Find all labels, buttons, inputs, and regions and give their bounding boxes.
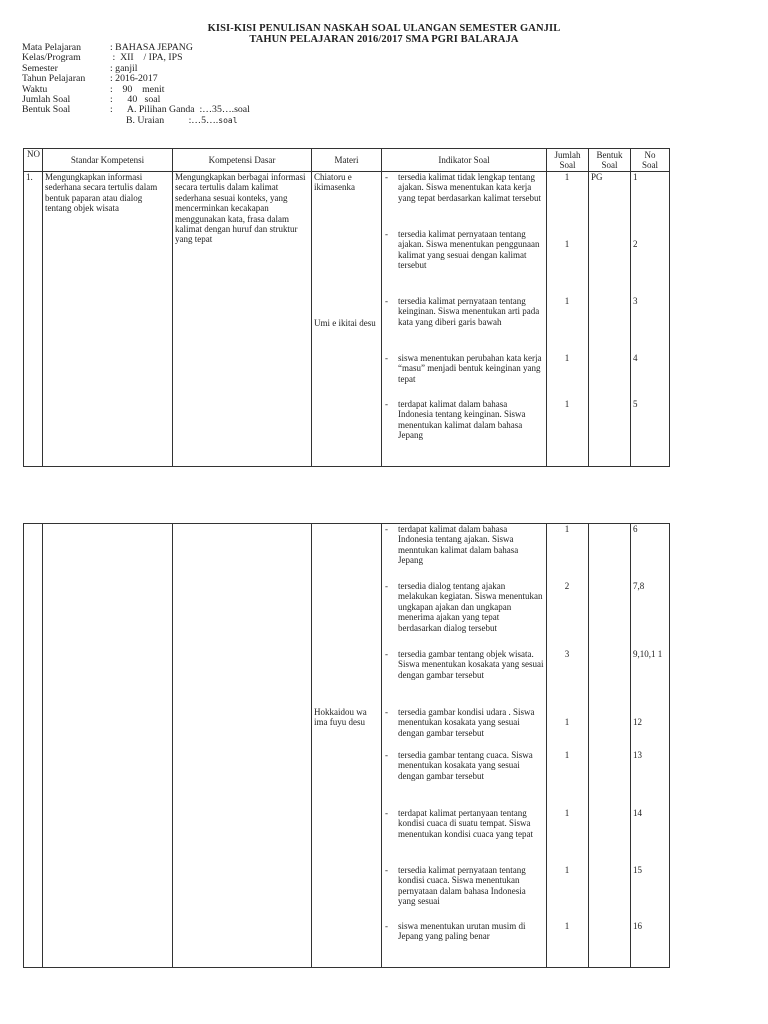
meta-key-tahun: Tahun Pelajaran [22,73,86,85]
meta-key-waktu: Waktu [22,83,48,95]
header-bentuk-soal [589,149,631,172]
indicator-text: tersedia gambar tentang objek wisata. Siswa menentukan kosakata yang sesuai dengan gambar tersebut [398,649,544,680]
indicator-item: - tersedia gambar tentang objek wisata. Siswa menentukan kosakata yang sesuai dengan gambar tersebut [385,649,544,680]
indicator-item: - tersedia kalimat pernyataan tentang kondisi cuaca. Siswa menentukan pernyataan dalam bahasa Indonesia yang sesuai [384,865,544,907]
header-kompetensi-dasar: Kompetensi Dasar [173,149,312,172]
indicator-item: - siswa menentukan perubahan kata kerja “masu” menjadi bentuk keinginan yang tepat [384,353,544,384]
meta-val-uraian-unit: soal [218,115,238,125]
cell-no-soal [631,524,670,968]
indicator-item: - siswa menentukan urutan musim di Jepang yang paling benar [384,921,544,942]
jumlah-value: 1 [564,524,570,534]
cell-kompetensi-dasar [173,524,312,968]
kisi-kisi-table-1 [23,148,670,467]
no-soal-value: 6 [633,524,638,534]
cell-standar-kompetensi: Mengungkapkan informasi sederhana secara tertulis dalam bentuk paparan atau dialog tentang objek wisata [43,172,173,467]
jumlah-value: 1 [564,865,570,875]
no-soal-value: 2 [633,239,638,249]
cell-jumlah-soal [547,172,589,467]
indicator-item: - tersedia kalimat pernyataan tentang ajakan. Siswa menentukan penggunaan kalimat yang sesuai dengan kalimat tersebut [384,229,544,271]
meta-key-jumlah: Jumlah Soal [22,93,71,105]
indicator-item: - tersedia gambar kondisi udara . Siswa menentukan kosakata yang sesuai dengan gambar tersebut [384,707,544,738]
materi-umi: Umi e ikitai desu [314,318,376,328]
header-jumlah-soal [547,149,589,172]
indicator-text: terdapat kalimat dalam bahasa Indonesia tentang keinginan. Siswa menentukan kalimat dalam bahasa Jepang [398,399,526,441]
cell-materi [312,524,382,968]
header-no-soal [631,149,670,172]
header-standar-kompetensi: Standar Kompetensi [43,149,173,172]
header-bentuk-line2: Soal [601,160,618,170]
indicator-item: - tersedia kalimat tidak lengkap tentang ajakan. Siswa menentukan kata kerja yang tepat berdasarkan kalimat tersebut [384,172,544,203]
meta-val-semester: : ganjil [110,62,138,74]
jumlah-value: 1 [564,921,570,931]
no-soal-value: 15 [633,865,642,875]
meta-val-bentuk: : A. Pilihan Ganda :…35….soal [110,104,250,116]
cell-bentuk-soal: PG [589,172,631,467]
meta-val-tahun: : 2016-2017 [110,73,158,85]
no-soal-value: 12 [633,717,642,727]
kisi-kisi-table-2 [23,523,670,968]
no-soal-value: 9,10,1 1 [633,649,663,659]
cell-materi [312,172,382,467]
cell-no-soal [631,172,670,467]
indicator-text: tersedia dialog tentang ajakan melakukan kegiatan. Siswa menentukan ungkapan ajakan dan ungkapan menerima ajakan yang tepat berdasarkan dialog tersebut [398,581,543,633]
no-soal-value: 1 [633,172,638,182]
indicator-text: tersedia gambar kondisi udara . Siswa menentukan kosakata yang sesuai dengan gambar tersebut [398,707,535,738]
document-meta [22,43,250,126]
meta-key-bentuk: Bentuk Soal [22,104,71,116]
meta-val-uraian: B. Uraian :…5…. [126,114,219,126]
indicator-text: tersedia gambar tentang cuaca. Siswa menentukan kosakata yang sesuai dengan gambar tersebut [398,750,533,781]
no-soal-value: 16 [633,921,642,931]
jumlah-value: 1 [564,750,570,760]
indicator-text: siswa menentukan urutan musim di Jepang yang paling benar [398,921,526,942]
indicator-item: - terdapat kalimat pertanyaan tentang kondisi cuaca di suatu tempat. Siswa menentukan kondisi cuaca yang tepat [384,808,544,839]
cell-no [24,524,43,968]
cell-kompetensi-dasar: Mengungkapkan berbagai informasi secara tertulis dalam kalimat sederhana sesuai konteks, yang mencerminkan kecakapan menggunakan kata, frasa dalam kalimat dengan huruf dan struktur yang tepat [173,172,312,467]
indicator-item: - terdapat kalimat dalam bahasa Indonesia tentang keinginan. Siswa menentukan kalimat dalam bahasa Jepang [384,399,544,441]
table-row [24,524,670,968]
indicator-text: tersedia kalimat pernyataan tentang kondisi cuaca. Siswa menentukan pernyataan dalam bahasa Indonesia yang sesuai [398,865,526,907]
cell-bentuk-soal [589,524,631,968]
no-soal-value: 14 [633,808,642,818]
indicator-item: - tersedia dialog tentang ajakan melakukan kegiatan. Siswa menentukan ungkapan ajakan dan ungkapan menerima ajakan yang tepat berdasarkan dialog tersebut [385,581,543,633]
no-soal-value: 3 [633,296,638,306]
meta-key-mapel: Mata Pelajaran [22,42,82,53]
header-nosoal-line1: No [644,149,656,160]
meta-key-kelas: Kelas/Program [22,52,81,64]
header-jumlah-line1: Jumlah [554,149,581,160]
cell-no: 1. [24,172,43,467]
no-soal-value: 5 [633,399,638,409]
indicator-text: terdapat kalimat pertanyaan tentang kondisi cuaca di suatu tempat. Siswa menentukan kondisi cuaca yang tepat [398,808,533,839]
indicator-item: - tersedia gambar tentang cuaca. Siswa menentukan kosakata yang sesuai dengan gambar tersebut [384,750,544,781]
indicator-text: tersedia kalimat pernyataan tentang keinginan. Siswa menentukan arti pada kata yang diberi garis bawah [398,296,540,327]
cell-standar-kompetensi [43,524,173,968]
jumlah-value: 1 [564,296,570,306]
no-soal-value: 13 [633,750,642,760]
jumlah-value: 1 [564,808,570,818]
cell-indikator [382,524,547,968]
indicator-item: - terdapat kalimat dalam bahasa Indonesia tentang ajakan. Siswa menntukan kalimat dalam bahasa Jepang [384,524,544,566]
header-bentuk-line1: Bentuk [596,149,623,160]
indicator-text: tersedia kalimat pernyataan tentang ajakan. Siswa menentukan penggunaan kalimat yang sesuai dengan kalimat tersebut [398,229,540,271]
meta-val-jumlah: : 40 soal [110,93,161,105]
header-indikator-soal: Indikator Soal [382,149,547,172]
cell-indikator [382,172,547,467]
meta-key-semester: Semester [22,62,58,74]
meta-val-kelas: : XII / IPA, IPS [110,52,183,64]
jumlah-value: 1 [564,717,570,727]
indicator-text: tersedia kalimat tidak lengkap tentang ajakan. Siswa menentukan kata kerja yang tepat berdasarkan kalimat tersebut [398,172,541,203]
document-title: KISI-KISI PENULISAN NASKAH SOAL ULANGAN SEMESTER GANJIL [207,23,561,34]
materi-hokkaidou: Hokkaidou wa ima fuyu desu [314,707,367,728]
jumlah-value: 1 [564,399,570,409]
jumlah-value: 3 [564,649,570,659]
meta-val-mapel: : BAHASA JEPANG [110,42,193,53]
header-materi: Materi [312,149,382,172]
document-subtitle: TAHUN PELAJARAN 2016/2017 SMA PGRI BALARAJA [249,34,519,45]
indicator-text: siswa menentukan perubahan kata kerja “masu” menjadi bentuk keinginan yang tepat [398,353,542,384]
no-soal-value: 4 [633,353,638,363]
materi-chiatoru: Chiatoru e ikimasenka [314,172,355,193]
jumlah-value: 1 [564,353,570,363]
cell-jumlah-soal [547,524,589,968]
header-nosoal-line2: Soal [641,160,658,170]
meta-val-waktu: : 90 menit [110,83,165,95]
header-jumlah-line2: Soal [559,160,576,170]
jumlah-value: 1 [564,172,570,182]
table-header-row [24,149,670,172]
header-no: NO [24,149,43,172]
indicator-item: - tersedia kalimat pernyataan tentang keinginan. Siswa menentukan arti pada kata yang diberi garis bawah [384,296,544,327]
jumlah-value: 2 [564,581,570,591]
table-row [24,172,670,467]
no-soal-value: 7,8 [633,581,645,591]
indicator-text: terdapat kalimat dalam bahasa Indonesia tentang ajakan. Siswa menntukan kalimat dalam bahasa Jepang [398,524,519,566]
jumlah-value: 1 [564,239,570,249]
